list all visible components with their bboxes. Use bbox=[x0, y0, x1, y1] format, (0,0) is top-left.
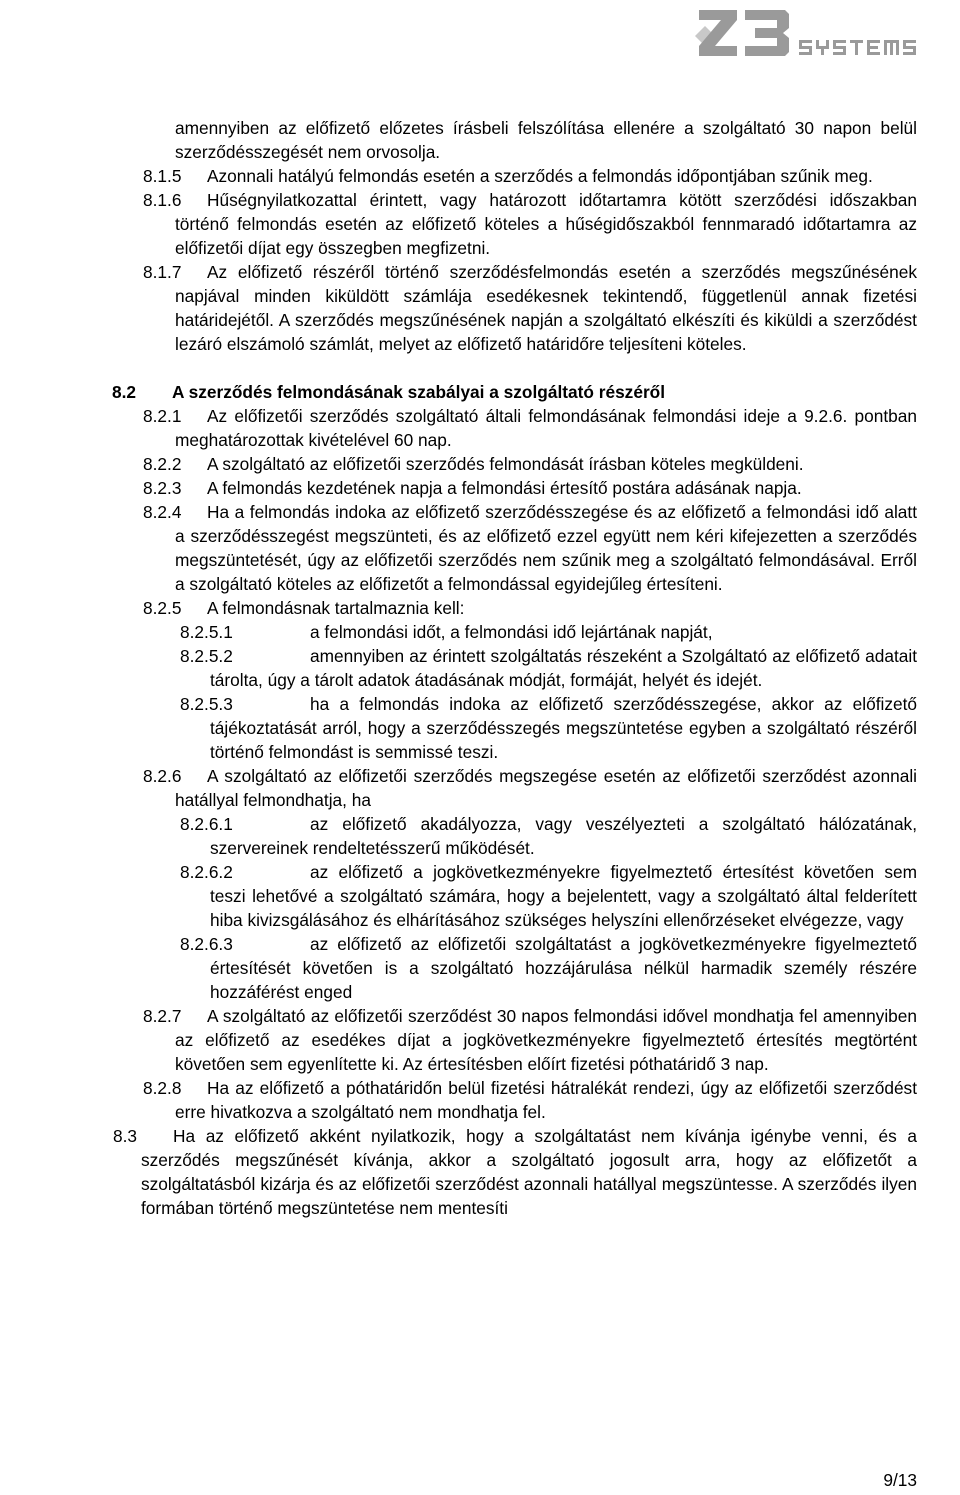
item-8-1-6 bbox=[143, 188, 917, 260]
document-body bbox=[0, 116, 960, 1220]
item-number: 8.1.6 bbox=[143, 190, 182, 210]
item-number: 8.2.5 bbox=[143, 598, 182, 618]
item-8-2-6-3 bbox=[180, 932, 917, 1004]
item-8-2-7 bbox=[143, 1004, 917, 1076]
item-8-1-7 bbox=[143, 260, 917, 356]
item-text: amennyiben az érintett szolgáltatás részeként a Szolgáltató az előfizető adatait tárolta, úgy a tárolt adatok átadásának módját, formáját, helyét és idejét. bbox=[210, 646, 917, 690]
section-heading-8-2 bbox=[112, 380, 917, 404]
item-number: 8.2.6.2 bbox=[180, 862, 233, 882]
item-number: 8.2.5.1 bbox=[180, 622, 233, 642]
continued-paragraph-text: amennyiben az előfizető előzetes írásbeli felszólítása ellenére a szolgáltató 30 napon belül szerződésszegését nem orvosolja. bbox=[175, 118, 917, 162]
item-8-2-5 bbox=[143, 596, 917, 620]
item-8-2-6-1 bbox=[180, 812, 917, 860]
section-title: A szerződés felmondásának szabályai a szolgáltató részéről bbox=[172, 382, 666, 402]
item-8-2-3 bbox=[143, 476, 917, 500]
item-text: A szolgáltató az előfizetői szerződés felmondását írásban köteles megküldeni. bbox=[207, 454, 804, 474]
item-text: Ha a felmondás indoka az előfizető szerződésszegése és az előfizető a felmondási idő alatt a szerződésszegést megszünteti, és az előfizető ezzel együtt nem kéri kifejezetten a szerződés megszüntetését, úgy az előfizetői szerződés nem szűnik meg a szolgáltató felmondásával. Erről a szolgáltató köteles az előfizetőt a felmondással egyidejűleg értesíteni. bbox=[175, 502, 917, 594]
item-8-2-5-3 bbox=[180, 692, 917, 764]
item-text: Az előfizetői szerződés szolgáltató általi felmondásának felmondási ideje a 9.2.6. pontban meghatározottak kivételével 60 nap. bbox=[175, 406, 917, 450]
item-number: 8.2.2 bbox=[143, 454, 182, 474]
item-8-3 bbox=[113, 1124, 917, 1220]
company-logo bbox=[693, 6, 953, 68]
item-number: 8.2.5.2 bbox=[180, 646, 233, 666]
item-8-2-5-2 bbox=[180, 644, 917, 692]
page-number: 9/13 bbox=[883, 1470, 917, 1490]
item-text: az előfizető a jogkövetkezményekre figyelmeztető értesítést követően sem teszi lehetővé a szolgáltató számára, hogy a bejelentett, vagy a szolgáltató által felderített hiba kivizsgálásához és elhárításához szükséges helyszíni ellenőrzéseket elvégezze, vagy bbox=[210, 862, 917, 930]
item-text: az előfizető az előfizetői szolgáltatást a jogkövetkezményekre figyelmeztető értesítését követően is a szolgáltató hozzájárulása nélkül harmadik személy részére hozzáférést enged bbox=[210, 934, 917, 1002]
item-text: ha a felmondás indoka az előfizető szerződésszegése, akkor az előfizető tájékoztatását arról, hogy a szerződésszegés megszüntetése egyben a szolgáltató részéről történő felmondást is semmissé teszi. bbox=[210, 694, 917, 762]
continued-paragraph bbox=[175, 116, 917, 164]
item-8-2-2 bbox=[143, 452, 917, 476]
item-number: 8.2.6 bbox=[143, 766, 182, 786]
item-text: Az előfizető részéről történő szerződésfelmondás esetén a szerződés megszűnésének napjával minden kiküldött számlája esedékesnek tekintendő, függetlenül annak fizetési határidejétől. A szerződés megszűnésének napján a szolgáltató elkészíti és kiküldi a szerződést lezáró elszámoló számlát, melyet az előfizető határidőre teljesíteni köteles. bbox=[175, 262, 917, 354]
item-number: 8.2.6.1 bbox=[180, 814, 233, 834]
item-8-2-4 bbox=[143, 500, 917, 596]
item-number: 8.2.3 bbox=[143, 478, 182, 498]
item-text: A felmondás kezdetének napja a felmondási értesítő postára adásának napja. bbox=[207, 478, 802, 498]
item-number: 8.2.5.3 bbox=[180, 694, 233, 714]
item-8-2-8 bbox=[143, 1076, 917, 1124]
item-8-2-6-2 bbox=[180, 860, 917, 932]
item-text: az előfizető akadályozza, vagy veszélyezteti a szolgáltató hálózatának, szervereinek rendeltetésszerű működését. bbox=[210, 814, 917, 858]
item-number: 8.2.6.3 bbox=[180, 934, 233, 954]
item-number: 8.1.5 bbox=[143, 166, 182, 186]
item-text: A szolgáltató az előfizetői szerződés megszegése esetén az előfizetői szerződést azonnali hatállyal felmondhatja, ha bbox=[175, 766, 917, 810]
item-text: A felmondásnak tartalmaznia kell: bbox=[207, 598, 465, 618]
item-8-2-5-1 bbox=[180, 620, 917, 644]
item-text: Ha az előfizető a póthatáridőn belül fizetési hátralékát rendezi, úgy az előfizetői szerződést erre hivatkozva a szolgáltató nem mondhatja fel. bbox=[175, 1078, 917, 1122]
item-number: 8.2.7 bbox=[143, 1006, 182, 1026]
item-number: 8.2.1 bbox=[143, 406, 182, 426]
item-text: Azonnali hatályú felmondás esetén a szerződés a felmondás időpontjában szűnik meg. bbox=[207, 166, 873, 186]
item-8-1-5 bbox=[143, 164, 917, 188]
item-number: 8.2.8 bbox=[143, 1078, 182, 1098]
item-number: 8.2.4 bbox=[143, 502, 182, 522]
item-text: Ha az előfizető akként nyilatkozik, hogy a szolgáltatást nem kívánja igénybe venni, és a szerződés megszűnését kívánja, akkor a szolgáltató jogosult arra, hogy az előfizetőt a szolgáltatásból kizárja és az előfizetői szerződést azonnali hatállyal megszüntesse. A szerződés ilyen formában történő megszüntetése nem mentesíti bbox=[141, 1126, 917, 1218]
z3-systems-logo-icon bbox=[693, 6, 953, 68]
item-number: 8.3 bbox=[113, 1126, 138, 1146]
item-text: A szolgáltató az előfizetői szerződést 30 napos felmondási idővel mondhatja fel amennyiben az előfizető az esedékes díjat a jogkövetkezményekre figyelmeztető értesítés megtörtént követően sem egyenlítette ki. Az értesítésben előírt fizetési póthatáridő 3 nap. bbox=[175, 1006, 917, 1074]
item-text: a felmondási időt, a felmondási idő lejártának napját, bbox=[310, 622, 713, 642]
item-8-2-6 bbox=[143, 764, 917, 812]
item-number: 8.1.7 bbox=[143, 262, 182, 282]
item-8-2-1 bbox=[143, 404, 917, 452]
item-text: Hűségnyilatkozattal érintett, vagy határozott időtartamra kötött szerződési időszakban történő felmondás esetén az előfizető köteles a hűségidőszakból fennmaradó időtartamra az előfizetői díjat egy összegben megfizetni. bbox=[175, 190, 917, 258]
section-number: 8.2 bbox=[112, 382, 137, 402]
